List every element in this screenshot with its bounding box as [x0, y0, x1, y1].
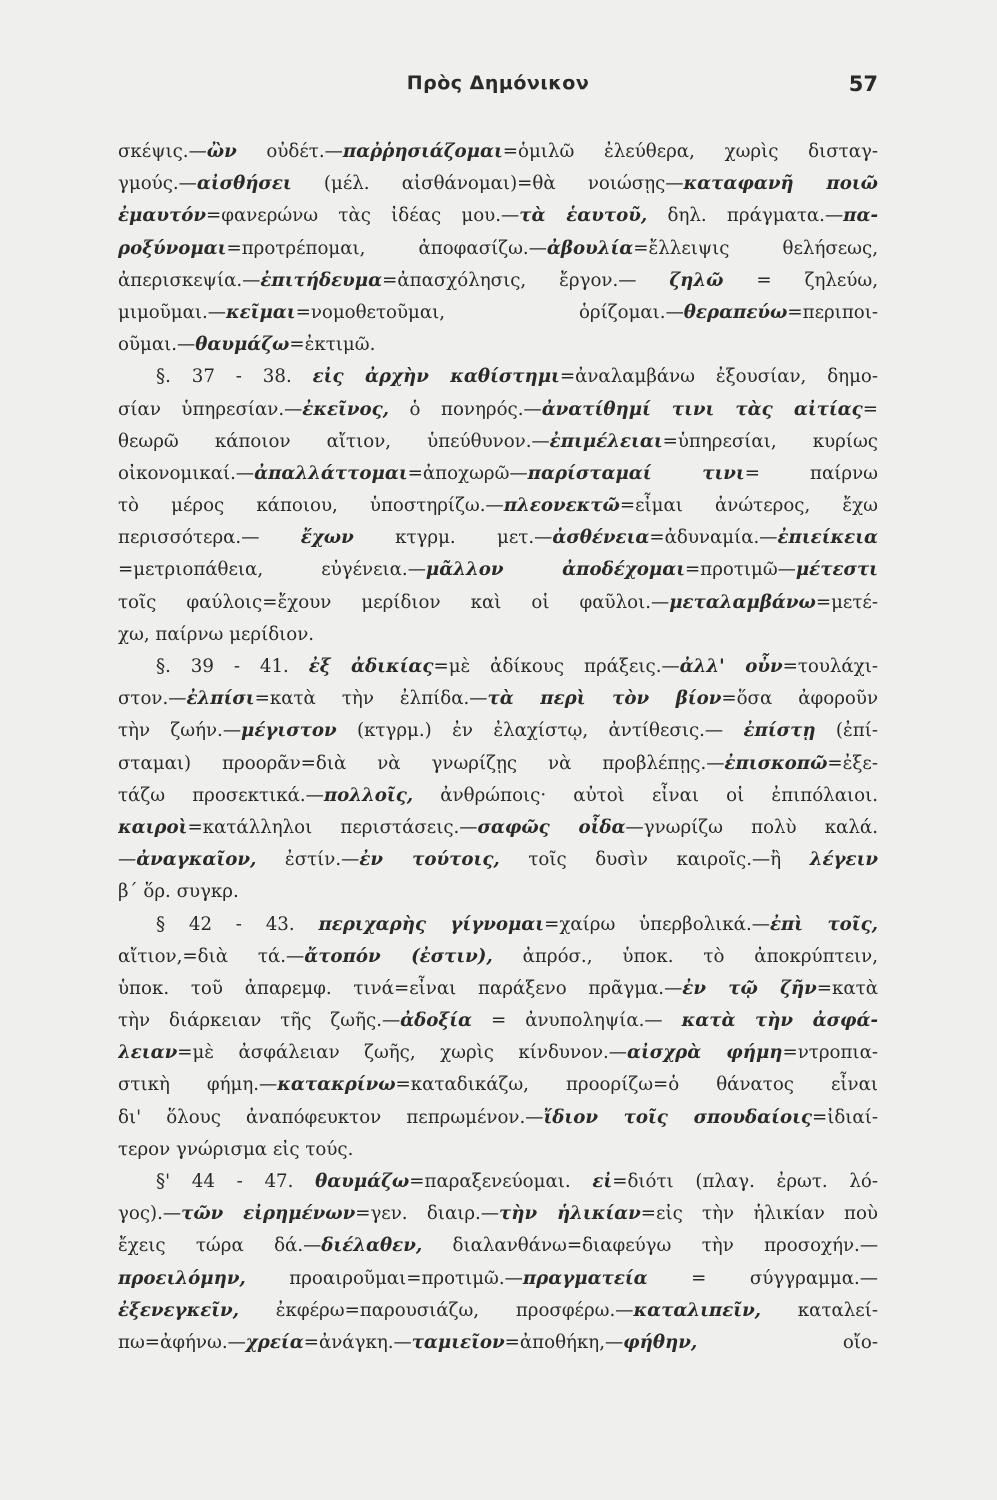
- text-line: τοῖς φαύλοις=ἔχουν μερίδιον καὶ οἱ φαῦλοι.—μεταλαμβάνω=μετέ-: [118, 591, 878, 613]
- text-line: στον.—ἐλπίσι=κατὰ τὴν ἐλπίδα.—τὰ περὶ τὸν βίον=ὅσα ἀφοροῦν: [118, 688, 878, 710]
- running-title: Πρὸς Δημόνικον: [406, 72, 590, 94]
- text-line: γος).—τῶν εἰρημένων=γεν. διαιρ.—τὴν ἡλικίαν=εἰς τὴν ἡλικίαν ποὺ: [118, 1203, 878, 1225]
- running-head: [118, 72, 878, 102]
- text-line: καιροὶ=κατάλληλοι περιστάσεις.—σαφῶς οἶδα—γνωρίζω πολὺ καλά.: [118, 816, 878, 838]
- text-line: σίαν ὑπηρεσίαν.—ἐκεῖνος, ὁ πονηρός.—ἀνατίθημί τινι τὰς αἰτίας=: [118, 398, 878, 420]
- text-line: σκέψις.—ὢν οὐδέτ.—παῤῥησιάζομαι=ὁμιλῶ ἐλεύθερα, χωρὶς δισταγ-: [118, 141, 878, 162]
- text-line: ροξύνομαι=προτρέπομαι, ἀποφασίζω.—ἀβουλία=ἔλλειψις θελήσεως,: [118, 237, 878, 259]
- text-line: —ἀναγκαῖον, ἐστίν.—ἐν τούτοις, τοῖς δυσὶν καιροῖς.—ἢ λέγειν: [118, 849, 878, 871]
- commentary-text: [118, 136, 878, 1359]
- text-line: οἰκονομικαί.—ἀπαλλάττομαι=ἀποχωρῶ—παρίσταμαί τινι= παίρνω: [118, 462, 878, 484]
- text-line: ὑποκ. τοῦ ἀπαρεμφ. τινά=εἶναι παράξενο πρᾶγμα.—ἐν τῷ ζῆν=κατὰ: [118, 977, 878, 999]
- text-line: μιμοῦμαι.—κεῖμαι=νομοθετοῦμαι, ὁρίζομαι.—θεραπεύω=περιποι-: [118, 301, 878, 323]
- text-line: §. 39 - 41. ἐξ ἀδικίας=μὲ ἀδίκους πράξεις.—ἀλλ' οὖν=τουλάχι-: [156, 656, 878, 677]
- text-line: §' 44 - 47. θαυμάζω=παραξενεύομαι. εἰ=διότι (πλαγ. ἐρωτ. λό-: [156, 1171, 878, 1192]
- text-line: ἐμαυτόν=φανερώνω τὰς ἰδέας μου.—τὰ ἑαυτοῦ, δηλ. πράγματα.—πα-: [118, 205, 878, 227]
- text-line: λειαν=μὲ ἀσφάλειαν ζωῆς, χωρὶς κίνδυνον.—αἰσχρὰ φήμη=ντροπια-: [118, 1042, 878, 1064]
- text-line: περισσότερα.— ἔχων κτγρμ. μετ.—ἀσθένεια=ἀδυναμία.—ἐπιείκεια: [118, 527, 878, 549]
- text-line: β΄ ὅρ. συγκρ.: [118, 881, 239, 903]
- text-line: δι' ὅλους ἀναπόφευκτον πεπρωμένον.—ἴδιον τοῖς σπουδαίοις=ἰδιαί-: [118, 1106, 878, 1128]
- text-line: οῦμαι.—θαυμάζω=ἐκτιμῶ.: [118, 334, 376, 356]
- text-line: §. 37 - 38. εἰς ἀρχὴν καθίστημι=ἀναλαμβάνω ἐξουσίαν, δημο-: [156, 366, 878, 388]
- text-line: προειλόμην, προαιροῦμαι=προτιμῶ.—πραγματεία = σύγγραμμα.—: [118, 1267, 878, 1289]
- text-line: ἐξενεγκεῖν, ἐκφέρω=παρουσιάζω, προσφέρω.—καταλιπεῖν, καταλεί-: [118, 1299, 878, 1321]
- text-line: ἀπερισκεψία.—ἐπιτήδευμα=ἀπασχόλησις, ἔργον.— ζηλῶ = ζηλεύω,: [118, 269, 878, 291]
- text-line: τερον γνώρισμα εἰς τούς.: [118, 1138, 354, 1160]
- text-line: αἴτιον,=διὰ τά.—ἄτοπόν (ἐστιν), ἀπρόσ., ὑποκ. τὸ ἀποκρύπτειν,: [118, 945, 878, 967]
- page-number: 57: [848, 72, 878, 96]
- text-line: γμούς.—αἰσθήσει (μέλ. αἰσθάνομαι)=θὰ νοιώσῃς—καταφανῆ ποιῶ: [118, 173, 878, 195]
- text-line: χω, παίρνω μερίδιον.: [118, 623, 315, 645]
- text-line: =μετριοπάθεια, εὐγένεια.—μᾶλλον ἀποδέχομαι=προτιμῶ—μέτεστι: [118, 559, 878, 581]
- text-line: τὴν διάρκειαν τῆς ζωῆς.—ἀδοξία = ἀνυποληψία.— κατὰ τὴν ἀσφά-: [118, 1010, 878, 1032]
- text-line: τὴν ζωήν.—μέγιστον (κτγρμ.) ἐν ἐλαχίστῳ, ἀντίθεσις.— ἐπίστῃ (ἐπί-: [118, 720, 878, 742]
- text-line: θεωρῶ κάποιον αἴτιον, ὑπεύθυνον.—ἐπιμέλειαι=ὑπηρεσίαι, κυρίως: [118, 430, 878, 452]
- text-line: § 42 - 43. περιχαρὴς γίγνομαι=χαίρω ὑπερβολικά.—ἐπὶ τοῖς,: [156, 913, 878, 935]
- text-line: πω=ἀφήνω.—χρεία=ἀνάγκη.—ταμιεῖον=ἀποθήκη,—φήθην, οἴο-: [118, 1331, 878, 1353]
- text-line: σταμαι) προορᾶν=διὰ νὰ γνωρίζῃς νὰ προβλέπῃς.—ἐπισκοπῶ=ἐξε-: [118, 752, 878, 774]
- text-line: τάζω προσεκτικά.—πολλοῖς, ἀνθρώποις· αὐτοὶ εἶναι οἱ ἐπιπόλαιοι.: [118, 784, 878, 806]
- text-line: ἔχεις τώρα δά.—διέλαθεν, διαλανθάνω=διαφεύγω τὴν προσοχήν.—: [118, 1235, 878, 1257]
- text-line: τὸ μέρος κάποιου, ὑποστηρίζω.—πλεονεκτῶ=εἶμαι ἀνώτερος, ἔχω: [118, 495, 878, 517]
- text-line: στικὴ φήμη.—κατακρίνω=καταδικάζω, προορίζω=ὁ θάνατος εἶναι: [118, 1074, 878, 1096]
